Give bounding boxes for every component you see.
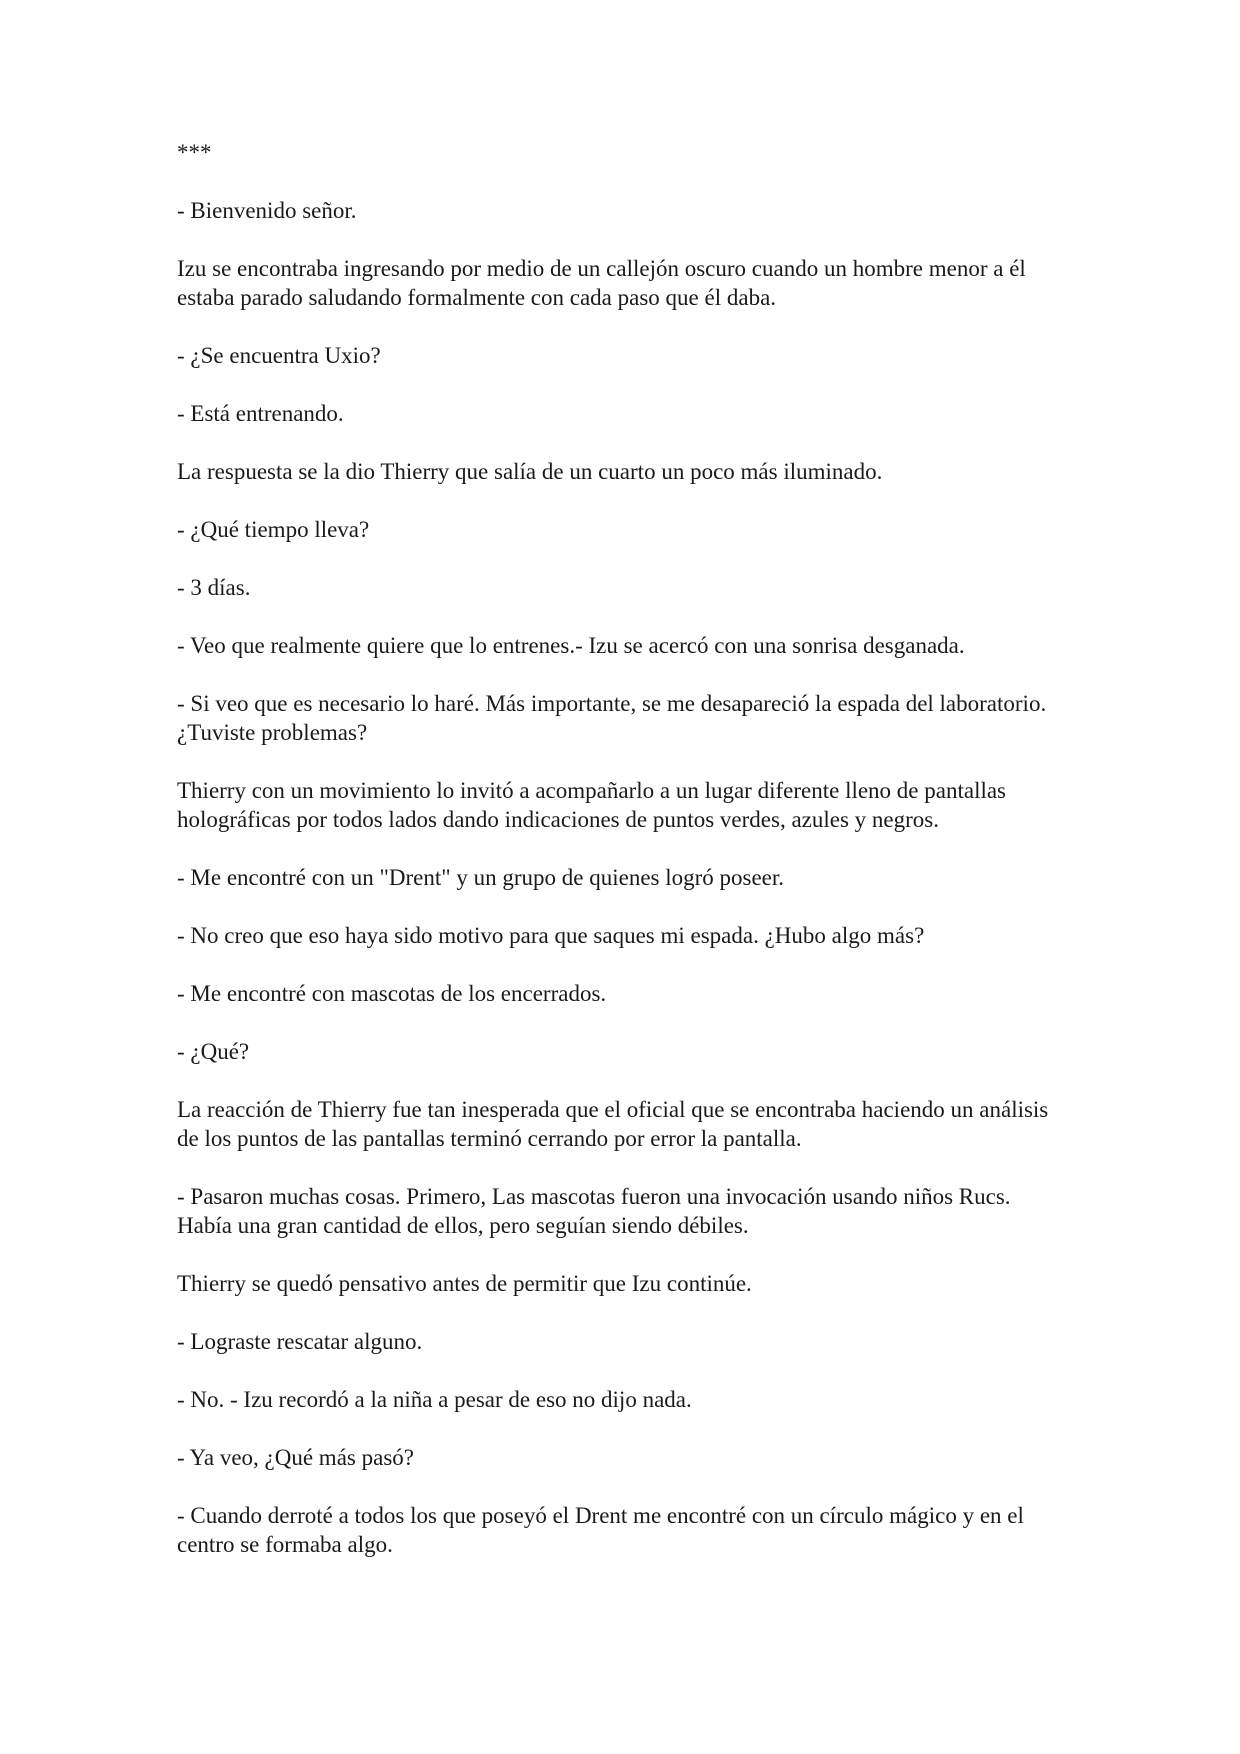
paragraph: - Cuando derroté a todos los que poseyó el Drent me encontré con un círculo mágico y en el centro se formaba algo. [177, 1503, 1024, 1557]
paragraph: Izu se encontraba ingresando por medio de un callejón oscuro cuando un hombre menor a él estaba parado saludando formalmente con cada paso que él daba. [177, 256, 1026, 310]
paragraph: - Me encontré con un "Drent" y un grupo de quienes logró poseer. [177, 865, 785, 890]
paragraph: - Ya veo, ¿Qué más pasó? [177, 1445, 414, 1470]
paragraph: Thierry se quedó pensativo antes de permitir que Izu continúe. [177, 1271, 752, 1296]
scene-break: *** [177, 140, 212, 165]
paragraph: - No creo que eso haya sido motivo para que saques mi espada. ¿Hubo algo más? [177, 923, 925, 948]
paragraph: - 3 días. [177, 575, 251, 600]
paragraph: - Me encontré con mascotas de los encerrados. [177, 981, 607, 1006]
paragraph: - Si veo que es necesario lo haré. Más importante, se me desapareció la espada del laboratorio. ¿Tuviste problemas? [177, 691, 1047, 745]
paragraph: - Lograste rescatar alguno. [177, 1329, 423, 1354]
paragraph: La respuesta se la dio Thierry que salía de un cuarto un poco más iluminado. [177, 459, 883, 484]
paragraph: La reacción de Thierry fue tan inesperada que el oficial que se encontraba haciendo un análisis de los puntos de las pantallas terminó cerrando por error la pantalla. [177, 1097, 1049, 1151]
paragraph: Thierry con un movimiento lo invitó a acompañarlo a un lugar diferente lleno de pantallas holográficas por todos lados dando indicaciones de puntos verdes, azules y negros. [177, 778, 1007, 832]
paragraph: - Pasaron muchas cosas. Primero, Las mascotas fueron una invocación usando niños Rucs. Había una gran cantidad de ellos, pero seguían siendo débiles. [177, 1184, 1011, 1238]
paragraph: - ¿Qué? [177, 1039, 250, 1064]
paragraph: - ¿Qué tiempo lleva? [177, 517, 370, 542]
paragraph: - Veo que realmente quiere que lo entrenes.- Izu se acercó con una sonrisa desganada. [177, 633, 965, 658]
paragraph: - Está entrenando. [177, 401, 344, 426]
paragraph: - No. - Izu recordó a la niña a pesar de eso no dijo nada. [177, 1387, 692, 1412]
paragraph: - Bienvenido señor. [177, 198, 357, 223]
paragraph: - ¿Se encuentra Uxio? [177, 343, 381, 368]
